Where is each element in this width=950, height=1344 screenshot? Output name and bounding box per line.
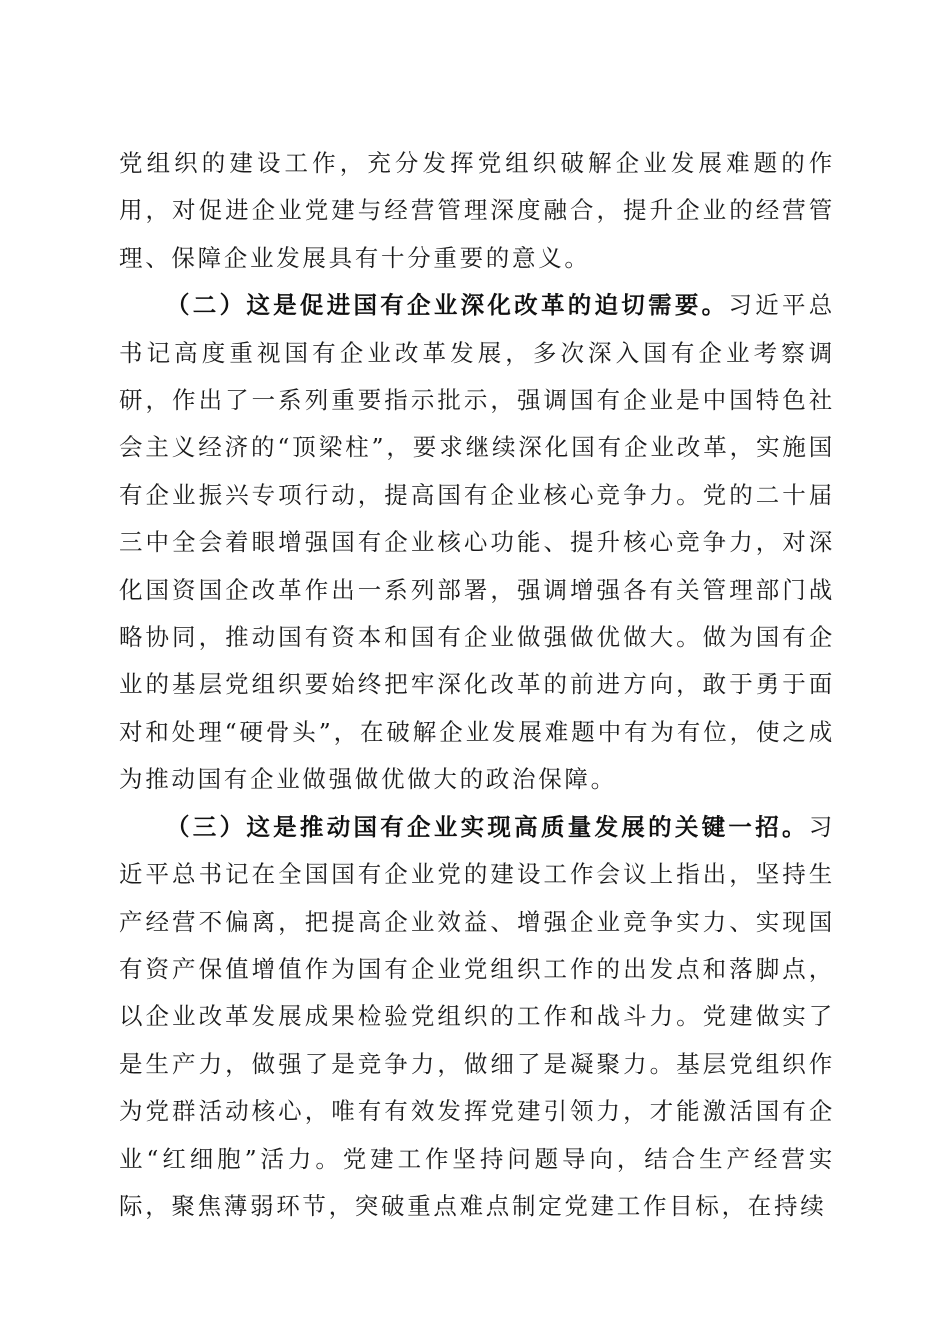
paragraph-1-text: 党组织的建设工作，充分发挥党组织破解企业发展难题的作用，对促进企业党建与经营管理深度融合，提升企业的经营管理、保障企业发展具有十分重要的意义。 xyxy=(119,149,835,272)
section-3-text: 习近平总书记在全国国有企业党的建设工作会议上指出，坚持生产经营不偏离，把提高企业效益、增强企业竞争实力、实现国有资产保值增值作为国有企业党组织工作的出发点和落脚点，以企业改革发展成果检验党组织的工作和战斗力。党建做实了是生产力，做强了是竞争力，做细了是凝聚力。基层党组织作为党群活动核心，唯有有效发挥党建引领力，才能激活国有企业“红细胞”活力。党建工作坚持问题导向，结合生产经营实际，聚焦薄弱环节，突破重点难点制定党建工作目标，在持续 xyxy=(119,812,835,1220)
section-3-heading: （三）这是推动国有企业实现高质量发展的关键一招。 xyxy=(166,812,809,841)
document-body xyxy=(119,140,835,1230)
paragraph-section-2 xyxy=(119,282,835,803)
paragraph-continuation xyxy=(119,140,835,282)
section-2-heading: （二）这是促进国有企业深化改革的迫切需要。 xyxy=(166,291,729,320)
section-2-text: 习近平总书记高度重视国有企业改革发展，多次深入国有企业考察调研，作出了一系列重要指示批示，强调国有企业是中国特色社会主义经济的“顶梁柱”，要求继续深化国有企业改革，实施国有企业振兴专项行动，提高国有企业核心竞争力。党的二十届三中全会着眼增强国有企业核心功能、提升核心竞争力，对深化国资国企改革作出一系列部署，强调增强各有关管理部门战略协同，推动国有资本和国有企业做强做优做大。做为国有企业的基层党组织要始终把牢深化改革的前进方向，敢于勇于面对和处理“硬骨头”，在破解企业发展难题中有为有位，使之成为推动国有企业做强做优做大的政治保障。 xyxy=(119,291,835,794)
paragraph-section-3 xyxy=(119,804,835,1231)
